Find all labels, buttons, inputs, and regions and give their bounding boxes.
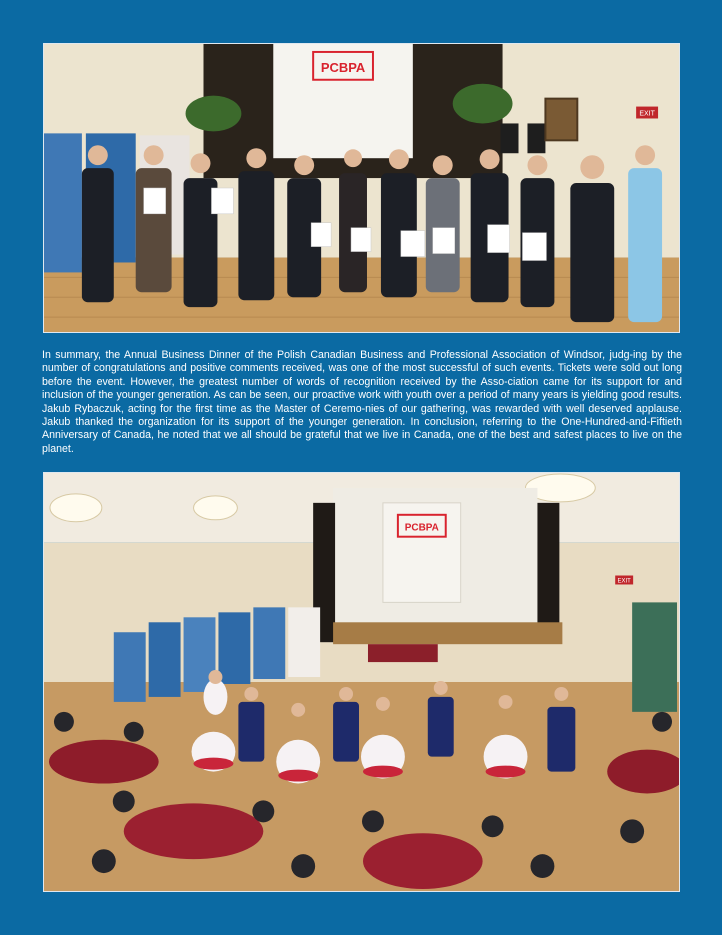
- group-photo: [43, 43, 680, 333]
- speaker: [527, 123, 545, 153]
- display-banner: [44, 133, 82, 272]
- wooden-floor: [44, 682, 679, 891]
- plant: [453, 84, 513, 124]
- screen-logo-text: PCBPA: [404, 522, 439, 534]
- stage-front: [333, 622, 562, 644]
- summary-paragraph: In summary, the Annual Business Dinner of the Polish Canadian Business and Professional Association of Windsor, judg-ing by the number of congratulations and positive comments received, was one of the most successful of such events. Tickets were sold out long before the event. However, the greatest number of words of recognition received by the Asso-ciation came for its support for and inclusion of the younger generation. As can be seen, our proactive work with youth over a period of many years is yielding good results. Jakub Rybaczuk, acting for the first time as the Master of Ceremo-nies of our gathering, was rewarded with well deserved applause. Jakub thanked the organization for its support of the younger generation. In conclusion, referring to the One-Hundred-and-Fiftieth Anniversary of Canada, he noted that we all should be grateful that we live in Canada, one of the best and safest places to live on the planet.: [42, 349, 682, 455]
- speaker: [501, 123, 519, 153]
- exit-sign-text: EXIT: [617, 578, 631, 585]
- curtain: [537, 503, 559, 642]
- exit-sign-text: EXIT: [639, 110, 655, 118]
- group-photo-image: [44, 44, 679, 332]
- dance-photo: [43, 472, 680, 892]
- wall-portrait: [545, 99, 577, 141]
- screen-logo-text: PCBPA: [320, 59, 366, 75]
- stage-table: [368, 644, 438, 662]
- projection-screen: [383, 503, 461, 603]
- plant: [186, 96, 242, 132]
- dance-photo-image: [44, 473, 679, 891]
